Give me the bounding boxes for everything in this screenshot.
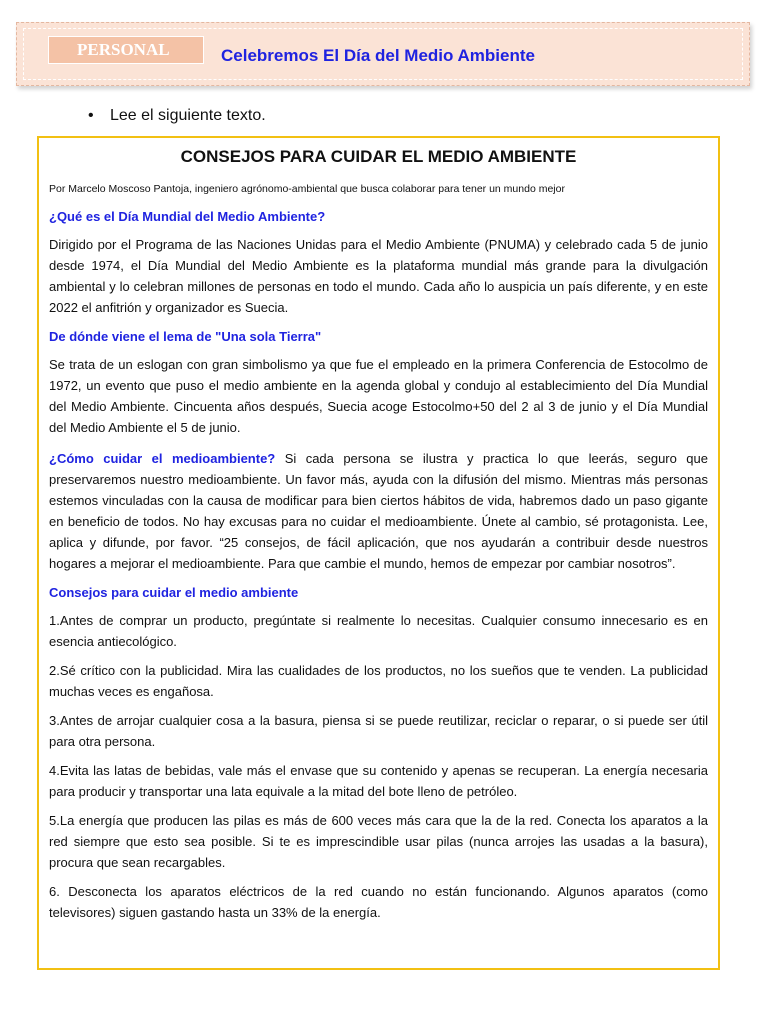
inline-heading-how-to-care: ¿Cómo cuidar el medioambiente? bbox=[49, 451, 276, 466]
tip-item: 4.Evita las latas de bebidas, vale más el envase que su contenido y apenas se recuperan. La energía necesaria para producir y transportar una lata equivale a la mitad del bote lleno de petróleo. bbox=[49, 763, 708, 799]
section-heading-motto: De dónde viene el lema de "Una sola Tierra" bbox=[49, 329, 322, 344]
paragraph-motto: Se trata de un eslogan con gran simbolismo ya que fue el empleado en la primera Conferencia de Estocolmo de 1972, un evento que puso el medio ambiente en la agenda global y condujo al establecimiento del Día Mundial del Medio Ambiente. Cincuenta años después, Suecia acoge Estocolmo+50 del 2 al 3 de junio y el Día Mundial del Medio Ambiente el 5 de junio. bbox=[49, 357, 708, 435]
instruction-text: Lee el siguiente texto. bbox=[110, 107, 266, 124]
banner-title: Celebremos El Día del Medio Ambiente bbox=[221, 46, 535, 65]
personal-tag: PERSONAL bbox=[48, 36, 204, 64]
tip-item: 6. Desconecta los aparatos eléctricos de la red cuando no están funcionando. Algunos aparatos (como televisores) siguen gastando hasta un 33% de la energía. bbox=[49, 884, 708, 920]
tip-item: 1.Antes de comprar un producto, pregúntate si realmente lo necesitas. Cualquier consumo innecesario es en esencia antiecológico. bbox=[49, 613, 708, 649]
article-byline: Por Marcelo Moscoso Pantoja, ingeniero agrónomo-ambiental que busca colaborar para tener un mundo mejor bbox=[49, 183, 565, 195]
article-box bbox=[37, 136, 720, 970]
instruction-item bbox=[88, 103, 266, 129]
tip-item: 3.Antes de arrojar cualquier cosa a la basura, piensa si se puede reutilizar, reciclar o reparar, o si puede ser útil para otra persona. bbox=[49, 713, 708, 749]
tip-item: 2.Sé crítico con la publicidad. Mira las cualidades de los productos, no los sueños que te venden. La publicidad muchas veces es engañosa. bbox=[49, 663, 708, 699]
tip-item: 5.La energía que producen las pilas es más de 600 veces más cara que la de la red. Conecta los aparatos a la red siempre que esto sea posible. Si te es imprescindible usar pilas (nunca arrojes las usadas a la basura), procura que sean recargables. bbox=[49, 813, 708, 870]
section-heading-what-is: ¿Qué es el Día Mundial del Medio Ambiente? bbox=[49, 209, 326, 224]
paragraph-how-to-care-text: Si cada persona se ilustra y practica lo que leerás, seguro que preservaremos nuestro medioambiente. Un favor más, ayuda con la difusión del mismo. Mientras más personas estemos vinculadas con la causa de modificar para bien ciertos hábitos de vida, habremos dado un paso gigante en beneficio de todos. No hay excusas para no cuidar el medioambiente. Únete al cambio, sé protagonista. Lee, aplica y difunde, por favor. “25 consejos, de fácil aplicación, que nos ayudarán a contribuir desde nuestros hogares a mejorar el medioambiente. Para que cambie el mundo, hemos de empezar por cambiar nosotros”. bbox=[49, 451, 708, 571]
bullet-icon: • bbox=[88, 107, 94, 124]
paragraph-how-to-care bbox=[49, 448, 708, 574]
article-title: CONSEJOS PARA CUIDAR EL MEDIO AMBIENTE bbox=[180, 147, 577, 166]
section-heading-tips: Consejos para cuidar el medio ambiente bbox=[49, 585, 299, 600]
paragraph-what-is: Dirigido por el Programa de las Naciones Unidas para el Medio Ambiente (PNUMA) y celebrado cada 5 de junio desde 1974, el Día Mundial del Medio Ambiente es la plataforma mundial más grande para la divulgación ambiental y lo celebran millones de personas en todo el mundo. Cada año lo auspicia un país diferente, y en este 2022 el anfitrión y organizador es Suecia. bbox=[49, 237, 708, 315]
